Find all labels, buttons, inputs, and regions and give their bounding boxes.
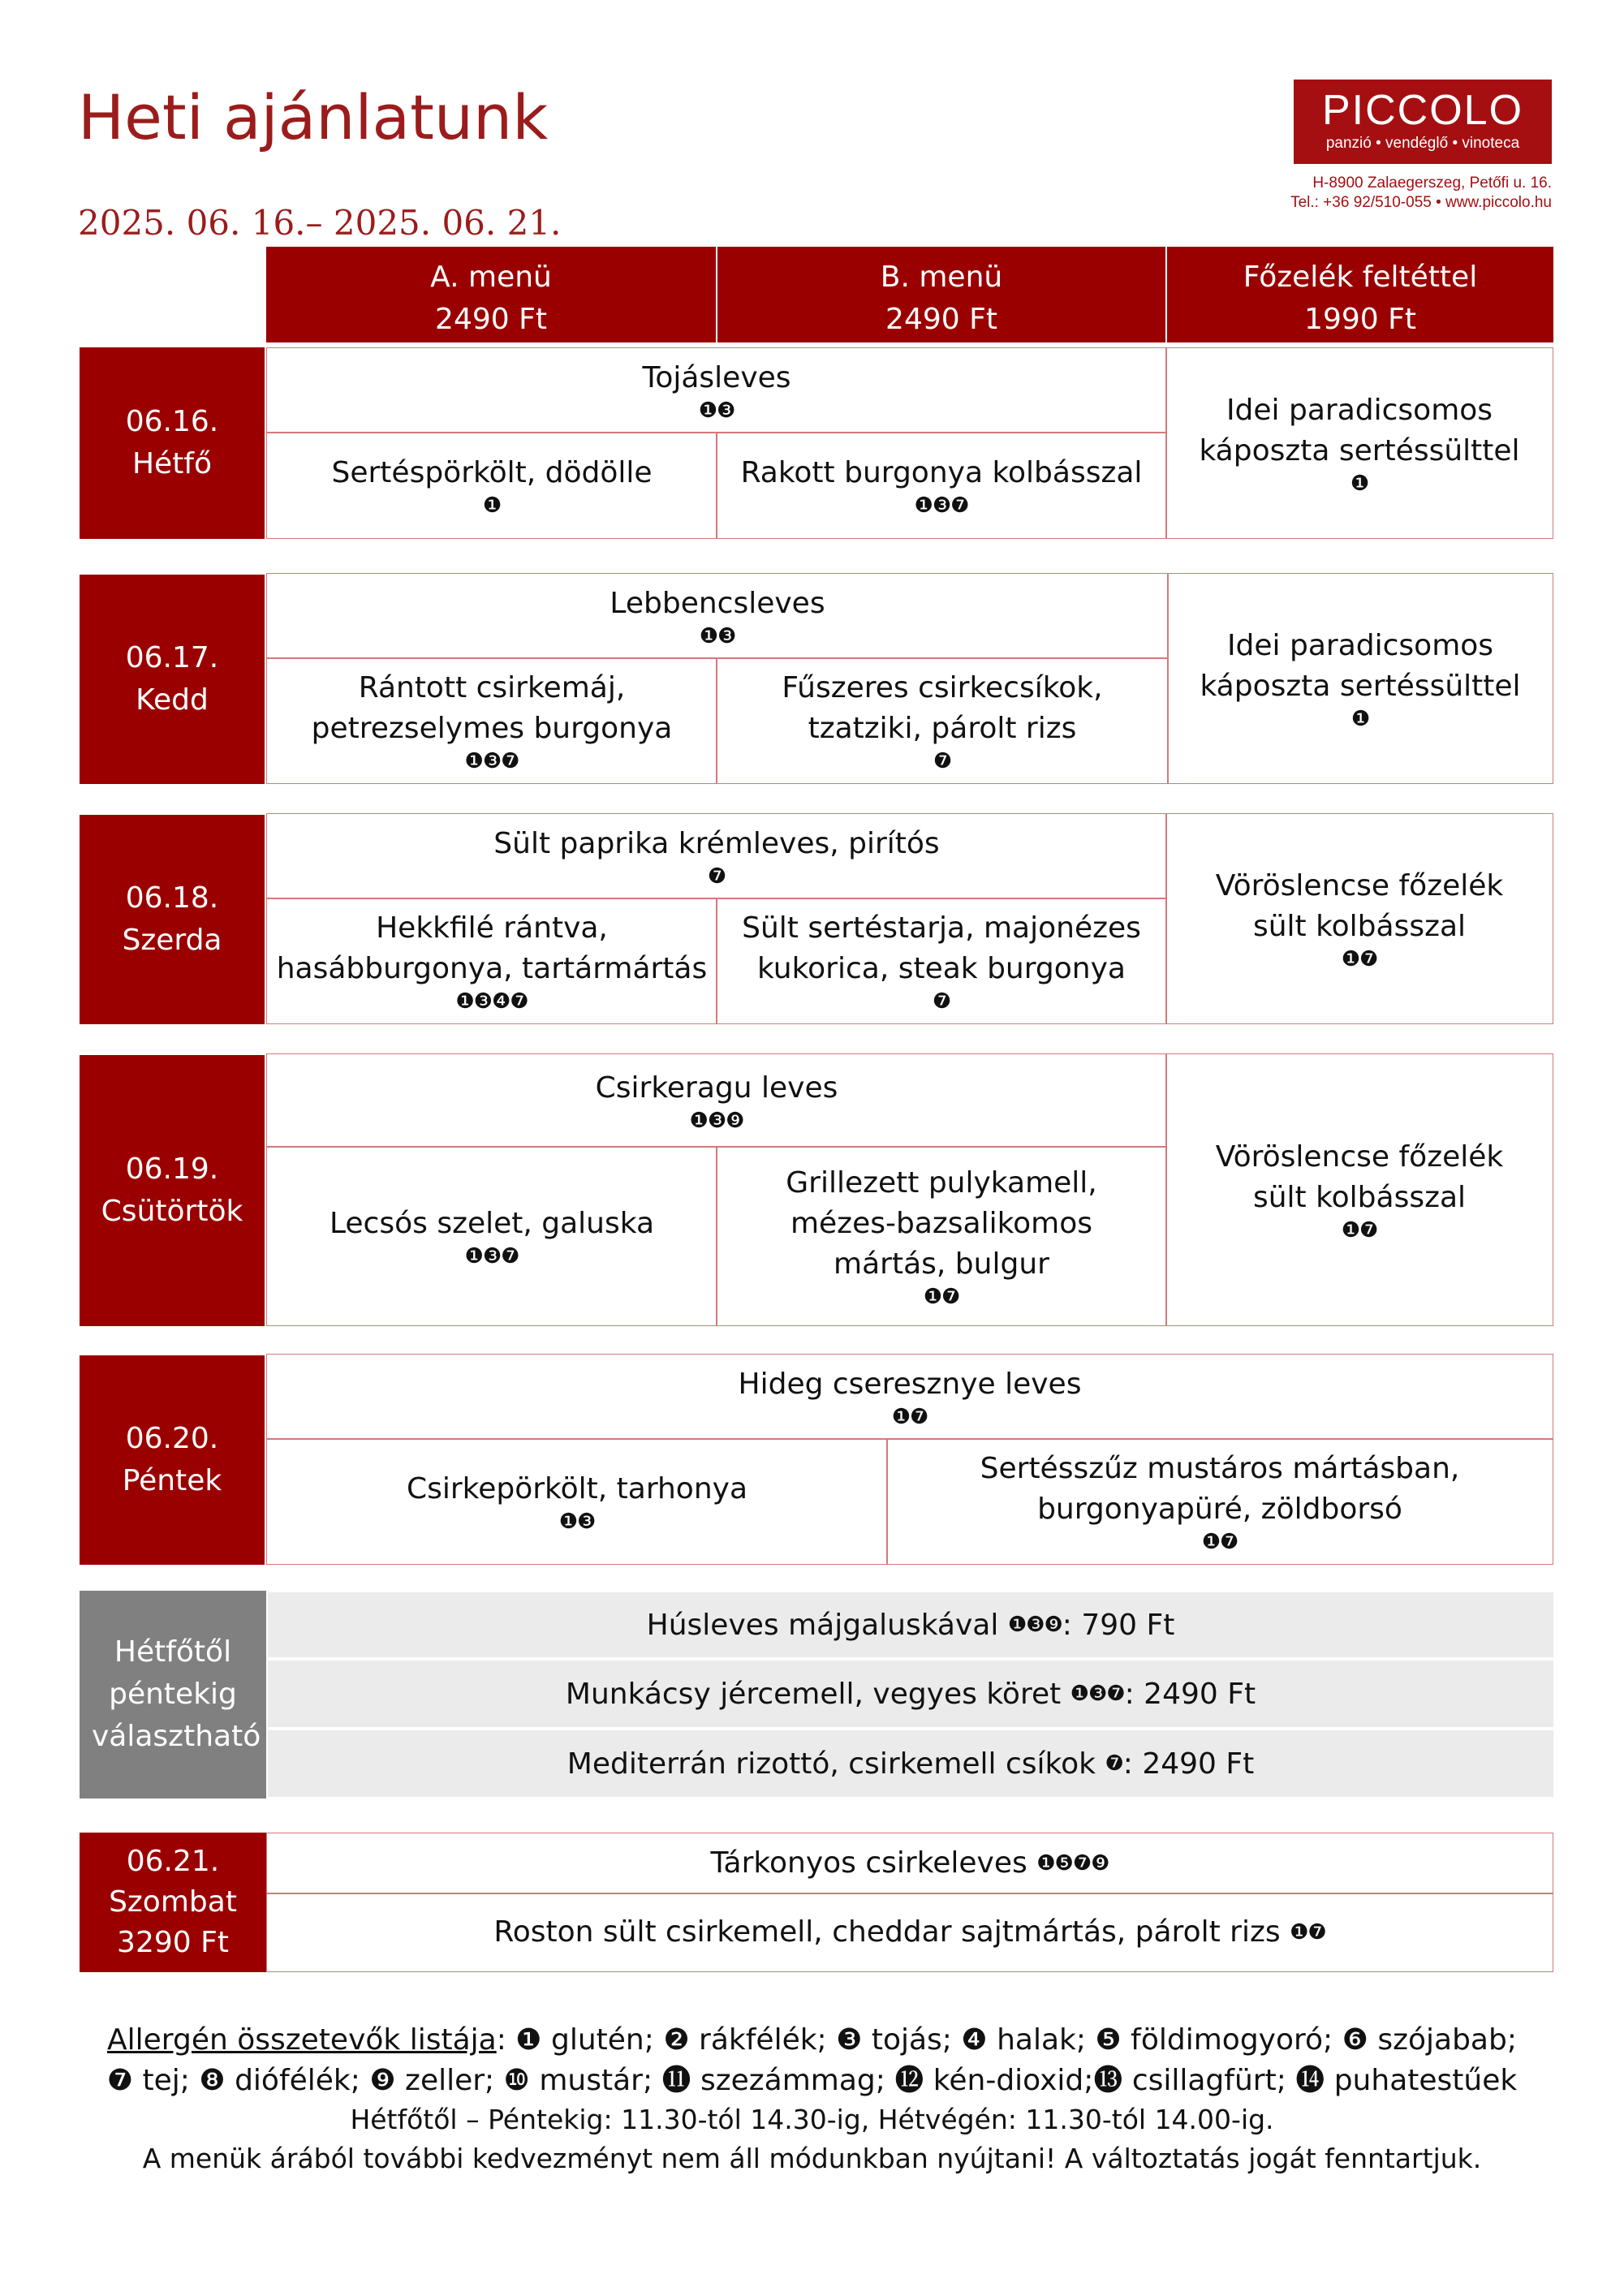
allergen-icons: ❶❸❾ [689, 1109, 744, 1133]
column-a-header [266, 247, 716, 342]
column-a-name: A. menü [430, 261, 552, 294]
menu-b-cell [716, 657, 1169, 784]
allergen-icons: ❶ [1350, 472, 1369, 496]
menu-b-dish: Sült sertéstarja, majonézes kukorica, steak burgonya [742, 911, 1141, 985]
day-label-0621 [80, 1833, 266, 1972]
menu-b-cell [886, 1438, 1553, 1565]
logo-name: PICCOLO [1321, 87, 1524, 134]
allergen-icons: ❶❸ [698, 398, 735, 423]
menu-b-cell [716, 432, 1167, 539]
menu-a-cell [266, 1438, 888, 1565]
allergen-icons: ❶❼ [1341, 947, 1378, 971]
veg-dish: Idei paradicsomos káposzta sertéssülttel [1199, 394, 1520, 467]
saturday-soup-cell [266, 1833, 1553, 1894]
allergen-icons: ❶ [482, 493, 502, 518]
date-range: 2025. 06. 16.– 2025. 06. 21. [78, 203, 562, 243]
logo-tagline: panzió • vendéglő • vinoteca [1325, 135, 1520, 152]
allergen-icons: ❶❸❾ [1007, 1613, 1062, 1637]
day-label-0618 [80, 815, 265, 1024]
veg-cell [1165, 347, 1553, 539]
day-date: 06.19. [125, 1152, 219, 1186]
day-weekday: Kedd [136, 683, 209, 717]
saturday-main-dish: Roston sült csirkemell, cheddar sajtmártás, párolt rizs [493, 1915, 1281, 1949]
allergen-icons: ❼ [1105, 1751, 1123, 1776]
menu-a-cell [266, 432, 717, 539]
weekly-item-price: : 790 Ft [1062, 1608, 1175, 1642]
weekly-label-text: Hétfőtől péntekig választható [92, 1635, 261, 1753]
weekly-item-name: Mediterrán rizottó, csirkemell csíkok [566, 1747, 1096, 1781]
address: H-8900 Zalaegerszeg, Petőfi u. 16. [1312, 174, 1552, 192]
veg-dish: Idei paradicsomos káposzta sertéssülttel [1200, 629, 1521, 703]
menu-b-dish: Grillezett pulykamell, mézes-bazsalikomos mártás, bulgur [786, 1166, 1097, 1281]
piccolo-logo [1294, 80, 1552, 164]
day-date: 06.21. [126, 1845, 220, 1878]
weekly-item-name: Munkácsy jércemell, vegyes köret [565, 1677, 1062, 1711]
day-date: 06.20. [125, 1422, 219, 1455]
weekly-item-price: : 2490 Ft [1122, 1747, 1255, 1781]
menu-a-cell [266, 657, 717, 784]
saturday-price: 3290 Ft [117, 1926, 229, 1959]
column-a-price: 2490 Ft [435, 303, 547, 336]
soup-name: Lebbencsleves [610, 587, 825, 620]
day-label-0617 [80, 575, 265, 784]
saturday-main-cell [266, 1893, 1553, 1972]
menu-a-dish: Csirkepörkölt, tarhonya [406, 1472, 748, 1506]
allergen-icons: ❶❸❹❼ [455, 989, 528, 1014]
soup-cell [266, 1354, 1553, 1440]
allergen-legend-line1 [0, 2021, 1624, 2060]
column-veg-price: 1990 Ft [1304, 303, 1416, 336]
weekly-item-name: Húsleves májgaluskával [646, 1608, 999, 1642]
allergen-icons: ❶❼ [891, 1405, 928, 1429]
allergen-icons: ❶ [1350, 707, 1370, 731]
menu-a-dish: Rántott csirkemáj, petrezselymes burgonya [311, 671, 673, 745]
day-weekday: Szerda [122, 924, 222, 957]
allergen-icons: ❶❼ [1341, 1218, 1378, 1243]
day-label-0620 [80, 1355, 265, 1565]
column-veg-header [1167, 247, 1553, 342]
veg-cell [1165, 1053, 1553, 1326]
page-title: Heti ajánlatunk [78, 81, 549, 153]
menu-b-cell [716, 898, 1167, 1024]
column-b-header [717, 247, 1165, 342]
allergen-legend-text: : ❶ glutén; ❷ rákfélék; ❸ tojás; ❹ halak; ❺ földimogyoró; ❻ szójabab; [496, 2023, 1517, 2057]
day-weekday: Péntek [122, 1464, 222, 1497]
allergen-legend-label: Allergén összetevők listája [107, 2023, 497, 2057]
veg-dish: Vöröslencse főzelék sült kolbásszal [1215, 869, 1504, 943]
allergen-icons: ❶❸ [699, 624, 736, 648]
allergen-icons: ❶❼ [1290, 1920, 1326, 1945]
weekly-item [268, 1592, 1553, 1657]
column-veg-name: Főzelék feltéttel [1243, 261, 1478, 294]
menu-a-cell [266, 1146, 717, 1326]
menu-a-dish: Hekkfilé rántva, hasábburgonya, tartármártás [276, 911, 708, 985]
day-label-0619 [80, 1055, 265, 1326]
day-weekday: Szombat [109, 1885, 237, 1919]
soup-name: Hideg cseresznye leves [738, 1368, 1082, 1401]
weekly-item [268, 1661, 1553, 1727]
menu-b-dish: Sertésszűz mustáros mártásban, burgonyapüré, zöldborsó [980, 1452, 1460, 1526]
allergen-icons: ❶❸❼ [1070, 1682, 1125, 1706]
veg-cell [1167, 573, 1553, 784]
day-date: 06.16. [125, 405, 219, 438]
menu-b-dish: Rakott burgonya kolbásszal [740, 456, 1143, 489]
allergen-icons: ❼ [933, 749, 952, 773]
opening-hours: Hétfőtől – Péntekig: 11.30-tól 14.30-ig, Hétvégén: 11.30-tól 14.00-ig. [350, 2104, 1274, 2135]
menu-a-cell [266, 898, 717, 1024]
soup-name: Tojásleves [642, 361, 791, 394]
footer-note: A menük árából további kedvezményt nem áll módunkban nyújtani! A változtatás jogát fenntartjuk. [142, 2143, 1482, 2174]
allergen-icons: ❼ [707, 864, 726, 889]
weekly-label [80, 1591, 266, 1798]
column-b-price: 2490 Ft [885, 303, 997, 336]
allergen-icons: ❶❸❼ [464, 1244, 519, 1269]
day-weekday: Csütörtök [101, 1195, 243, 1228]
veg-cell [1165, 813, 1553, 1024]
menu-b-cell [716, 1146, 1167, 1326]
allergen-icons: ❶❼ [1201, 1530, 1238, 1554]
soup-name: Tárkonyos csirkeleves [710, 1846, 1027, 1880]
soup-name: Csirkeragu leves [595, 1071, 838, 1105]
allergen-icons: ❶❺❼❾ [1036, 1851, 1109, 1876]
menu-a-dish: Lecsós szelet, galuska [329, 1207, 655, 1240]
soup-cell [266, 813, 1167, 899]
soup-cell [266, 347, 1167, 433]
day-date: 06.17. [125, 641, 219, 674]
allergen-icons: ❼ [932, 989, 951, 1014]
soup-cell [266, 1053, 1167, 1148]
menu-a-dish: Sertéspörkölt, dödölle [331, 456, 653, 489]
allergen-icons: ❶❸❼ [464, 749, 519, 773]
contact: Tel.: +36 92/510-055 • www.piccolo.hu [1290, 194, 1552, 211]
veg-dish: Vöröslencse főzelék sült kolbásszal [1215, 1140, 1504, 1214]
day-weekday: Hétfő [131, 447, 213, 480]
soup-cell [266, 573, 1169, 659]
allergen-icons: ❶❼ [923, 1285, 960, 1309]
menu-b-dish: Fűszeres csirkecsíkok, tzatziki, párolt rizs [782, 671, 1103, 745]
soup-name: Sült paprika krémleves, pirítós [493, 827, 940, 860]
day-label-0616 [80, 347, 265, 539]
weekly-item [268, 1730, 1553, 1797]
allergen-icons: ❶❸❼ [914, 493, 969, 518]
column-b-name: B. menü [880, 261, 1003, 294]
allergen-legend-line2: ❼ tej; ❽ diófélék; ❾ zeller; ❿ mustár; ⓫ szezámmag; ⓬ kén-dioxid;⓭ csillagfürt; ⓮ puhatestűek [106, 2064, 1518, 2097]
allergen-icons: ❶❸ [558, 1510, 596, 1534]
day-date: 06.18. [125, 881, 219, 915]
weekly-item-price: : 2490 Ft [1124, 1677, 1256, 1711]
